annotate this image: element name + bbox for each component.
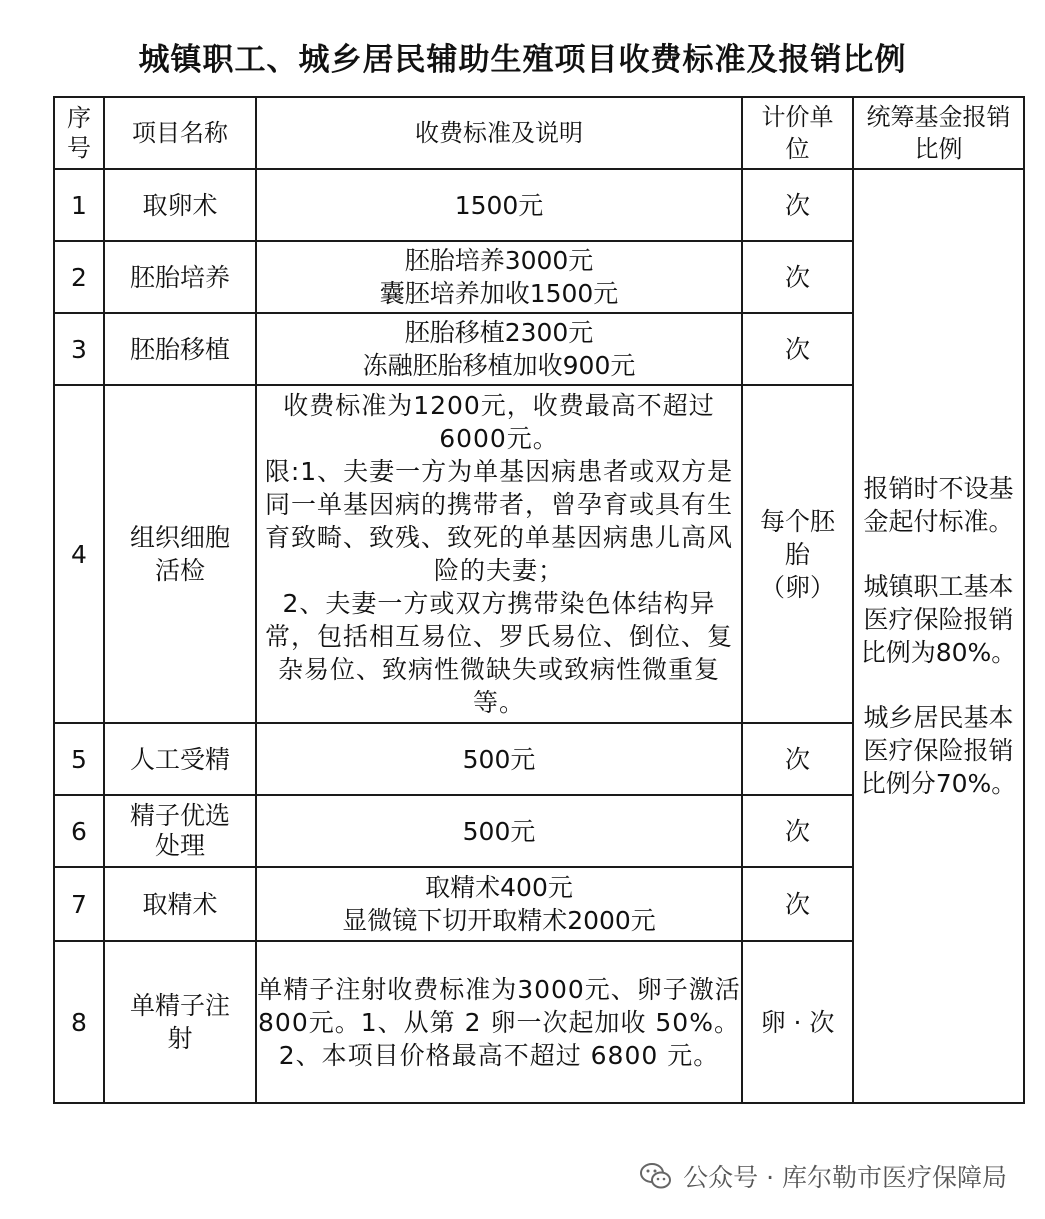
row-unit: 次 (742, 795, 853, 867)
page-title: 城镇职工、城乡居民辅助生殖项目收费标准及报销比例 (138, 42, 907, 78)
row-name: 取卵术 (104, 169, 256, 241)
desc-line: 500元 (462, 744, 536, 774)
row-seq: 4 (54, 385, 104, 723)
watermark-footer (639, 1158, 1007, 1194)
row-desc (256, 169, 742, 241)
header-desc: 收费标准及说明 (256, 97, 742, 169)
row-unit: 每个胚胎（卵） (742, 385, 853, 723)
row-seq: 3 (54, 313, 104, 385)
desc-line: 收费标准为1200元，收费最高不超过 6000元。 (283, 391, 715, 453)
row-unit: 次 (742, 723, 853, 795)
desc-line: 限:1、夫妻一方为单基因病患者或双方是同一单基因病的携带者，曾孕育或具有生育致畸、致残、致死的单基因病患儿高风险的夫妻； (264, 457, 734, 585)
row-name: 组织细胞活检 (104, 385, 256, 723)
row-seq: 8 (54, 941, 104, 1103)
footer-text: 公众号 · 库尔勒市医疗保障局 (683, 1163, 1007, 1192)
row-name: 精子优选处理 (104, 795, 256, 867)
desc-line: 2、本项目价格最高不超过 6800 元。 (278, 1040, 720, 1070)
desc-line: 胚胎移植2300元 (404, 318, 594, 347)
row-name: 单精子注射 (104, 941, 256, 1103)
row-seq: 6 (54, 795, 104, 867)
desc-line: 500元 (462, 816, 536, 846)
row-seq: 7 (54, 867, 104, 941)
row-desc (256, 723, 742, 795)
row-seq: 5 (54, 723, 104, 795)
desc-line: 取精术400元 (425, 873, 573, 902)
row-unit: 次 (742, 867, 853, 941)
row-name: 胚胎移植 (104, 313, 256, 385)
header-ratio: 统筹基金报销比例 (853, 97, 1024, 169)
row-seq: 2 (54, 241, 104, 313)
row-desc (256, 867, 742, 941)
header-seq: 序号 (54, 97, 104, 169)
row-desc (256, 313, 742, 385)
row-name: 取精术 (104, 867, 256, 941)
row-unit: 次 (742, 169, 853, 241)
fee-table (53, 96, 1025, 1104)
desc-line: 囊胚培养加收1500元 (379, 279, 619, 308)
table-header-row (54, 97, 1024, 169)
table-row (54, 169, 1024, 241)
ratio-note-resident: 城乡居民基本医疗保险报销比例分70%。 (860, 703, 1017, 798)
desc-line: 单精子注射收费标准为3000元、卵子激活800元。1、从第 2 卵一次起加收 50%。 (257, 974, 741, 1037)
row-unit: 次 (742, 241, 853, 313)
header-unit: 计价单位 (742, 97, 853, 169)
row-name: 胚胎培养 (104, 241, 256, 313)
row-desc (256, 241, 742, 313)
desc-line: 1500元 (454, 190, 544, 220)
desc-line: 显微镜下切开取精术2000元 (342, 906, 656, 935)
reimbursement-ratio-cell (853, 169, 1024, 1103)
row-seq: 1 (54, 169, 104, 241)
row-unit: 次 (742, 313, 853, 385)
row-unit: 卵 · 次 (742, 941, 853, 1103)
row-name: 人工受精 (104, 723, 256, 795)
desc-line: 冻融胚胎移植加收900元 (362, 351, 636, 380)
row-desc (256, 385, 742, 723)
desc-line: 2、夫妻一方或双方携带染色体结构异常，包括相互易位、罗氏易位、倒位、复杂易位、致病性微缺失或致病性微重复等。 (264, 589, 733, 717)
ratio-note-threshold: 报销时不设基金起付标准。 (863, 474, 1014, 536)
header-name: 项目名称 (104, 97, 256, 169)
row-desc (256, 795, 742, 867)
desc-line: 胚胎培养3000元 (404, 246, 594, 275)
row-desc (256, 941, 742, 1103)
wechat-icon (639, 1161, 673, 1191)
ratio-note-employee: 城镇职工基本医疗保险报销比例为80%。 (860, 572, 1017, 667)
